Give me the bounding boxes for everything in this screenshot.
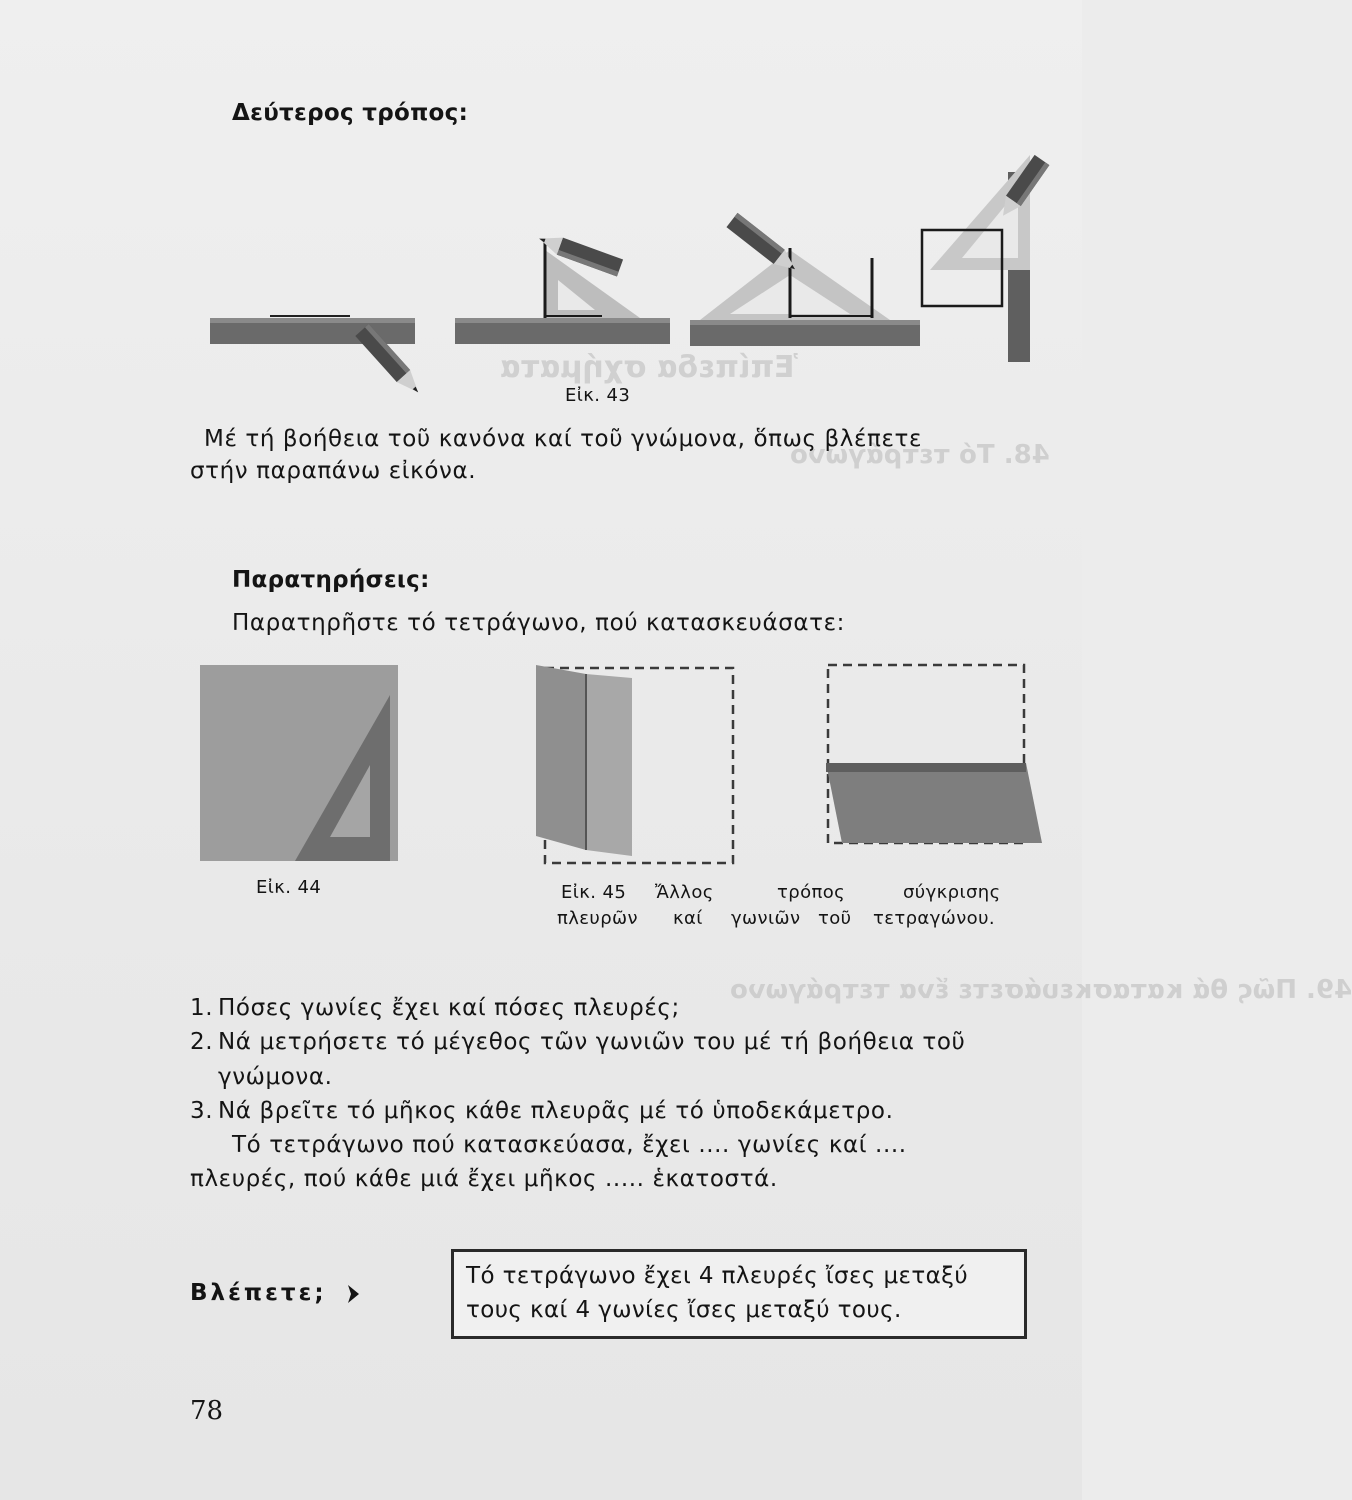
figure-45-caption-word: τοῦ	[818, 908, 852, 929]
figure-43-illustration	[200, 150, 1040, 390]
question-text: Πόσες γωνίες ἔχει καί πόσες πλευρές;	[218, 995, 680, 1021]
figure-45-caption-word: τετραγώνου.	[873, 908, 996, 929]
question-continuation: γνώμονα.	[218, 1064, 333, 1090]
conclusion-line-1: Τό τετράγωνο ἔχει 4 πλευρές ἴσες μεταξύ	[466, 1263, 969, 1289]
figure-45-caption-word: Ἄλλος	[655, 882, 714, 903]
section-heading: Δεύτερος τρόπος:	[232, 100, 469, 126]
page-number: 78	[190, 1396, 224, 1426]
figure-45-caption-word: καί	[673, 908, 703, 929]
figure-45-caption-word: τρόπος	[777, 882, 846, 903]
question-text: Νά βρεῖτε τό μῆκος κάθε πλευρᾶς μέ τό ὑποδεκάμετρο.	[218, 1098, 894, 1124]
folded-sheet-vertical	[536, 665, 586, 850]
question-number: 2.	[190, 1029, 214, 1055]
question-text: Νά μετρήσετε τό μέγεθος τῶν γωνιῶν του μέ τή βοήθεια τοῦ	[218, 1029, 966, 1055]
question-number: 3.	[190, 1098, 214, 1124]
figure-44-caption: Εἰκ. 44	[256, 877, 322, 898]
figure-45-label: Εἰκ. 45	[561, 882, 627, 903]
folded-sheet-horizontal	[826, 763, 1042, 843]
bleed-through-heading: 48. Τό τετράγωνο	[790, 440, 1050, 470]
observations-text: Παρατηρῆστε τό τετράγωνο, πού κατασκευάσατε:	[232, 610, 845, 636]
pencil-icon	[726, 213, 800, 276]
figure-43-caption: Εἰκ. 43	[565, 385, 631, 406]
see-label: Βλέπετε;	[190, 1280, 327, 1306]
instruction-line-1: Μέ τή βοήθεια τοῦ κανόνα καί τοῦ γνώμονα, ὅπως βλέπετε	[204, 426, 922, 452]
figure-44-illustration	[200, 665, 400, 865]
fill-in-line-2: πλευρές, πού κάθε μιά ἔχει μῆκος ..... ἑκατοστά.	[190, 1166, 778, 1192]
figure-45-illustration	[530, 660, 1050, 870]
figure-45-caption-word: γωνιῶν	[731, 908, 801, 929]
observations-heading: Παρατηρήσεις:	[232, 567, 430, 593]
pointing-arrow-icon	[345, 1283, 361, 1305]
question-number: 1.	[190, 995, 214, 1021]
bleed-through-heading: 49. Πῶς θά κατασκευάσετε ἕνα τετράγωνο	[730, 975, 1352, 1005]
figure-45-caption-word: πλευρῶν	[557, 908, 638, 929]
figure-45-caption-word: σύγκρισης	[903, 882, 1001, 903]
fill-in-line-1: Τό τετράγωνο πού κατασκεύασα, ἔχει .... γωνίες καί ....	[232, 1132, 907, 1158]
conclusion-box	[451, 1249, 1027, 1339]
bleed-through-heading: Ἐπίπεδα σχήματα	[500, 350, 798, 385]
conclusion-line-2: τους καί 4 γωνίες ἴσες μεταξύ τους.	[466, 1297, 902, 1323]
instruction-line-2: στήν παραπάνω εἰκόνα.	[190, 458, 477, 484]
